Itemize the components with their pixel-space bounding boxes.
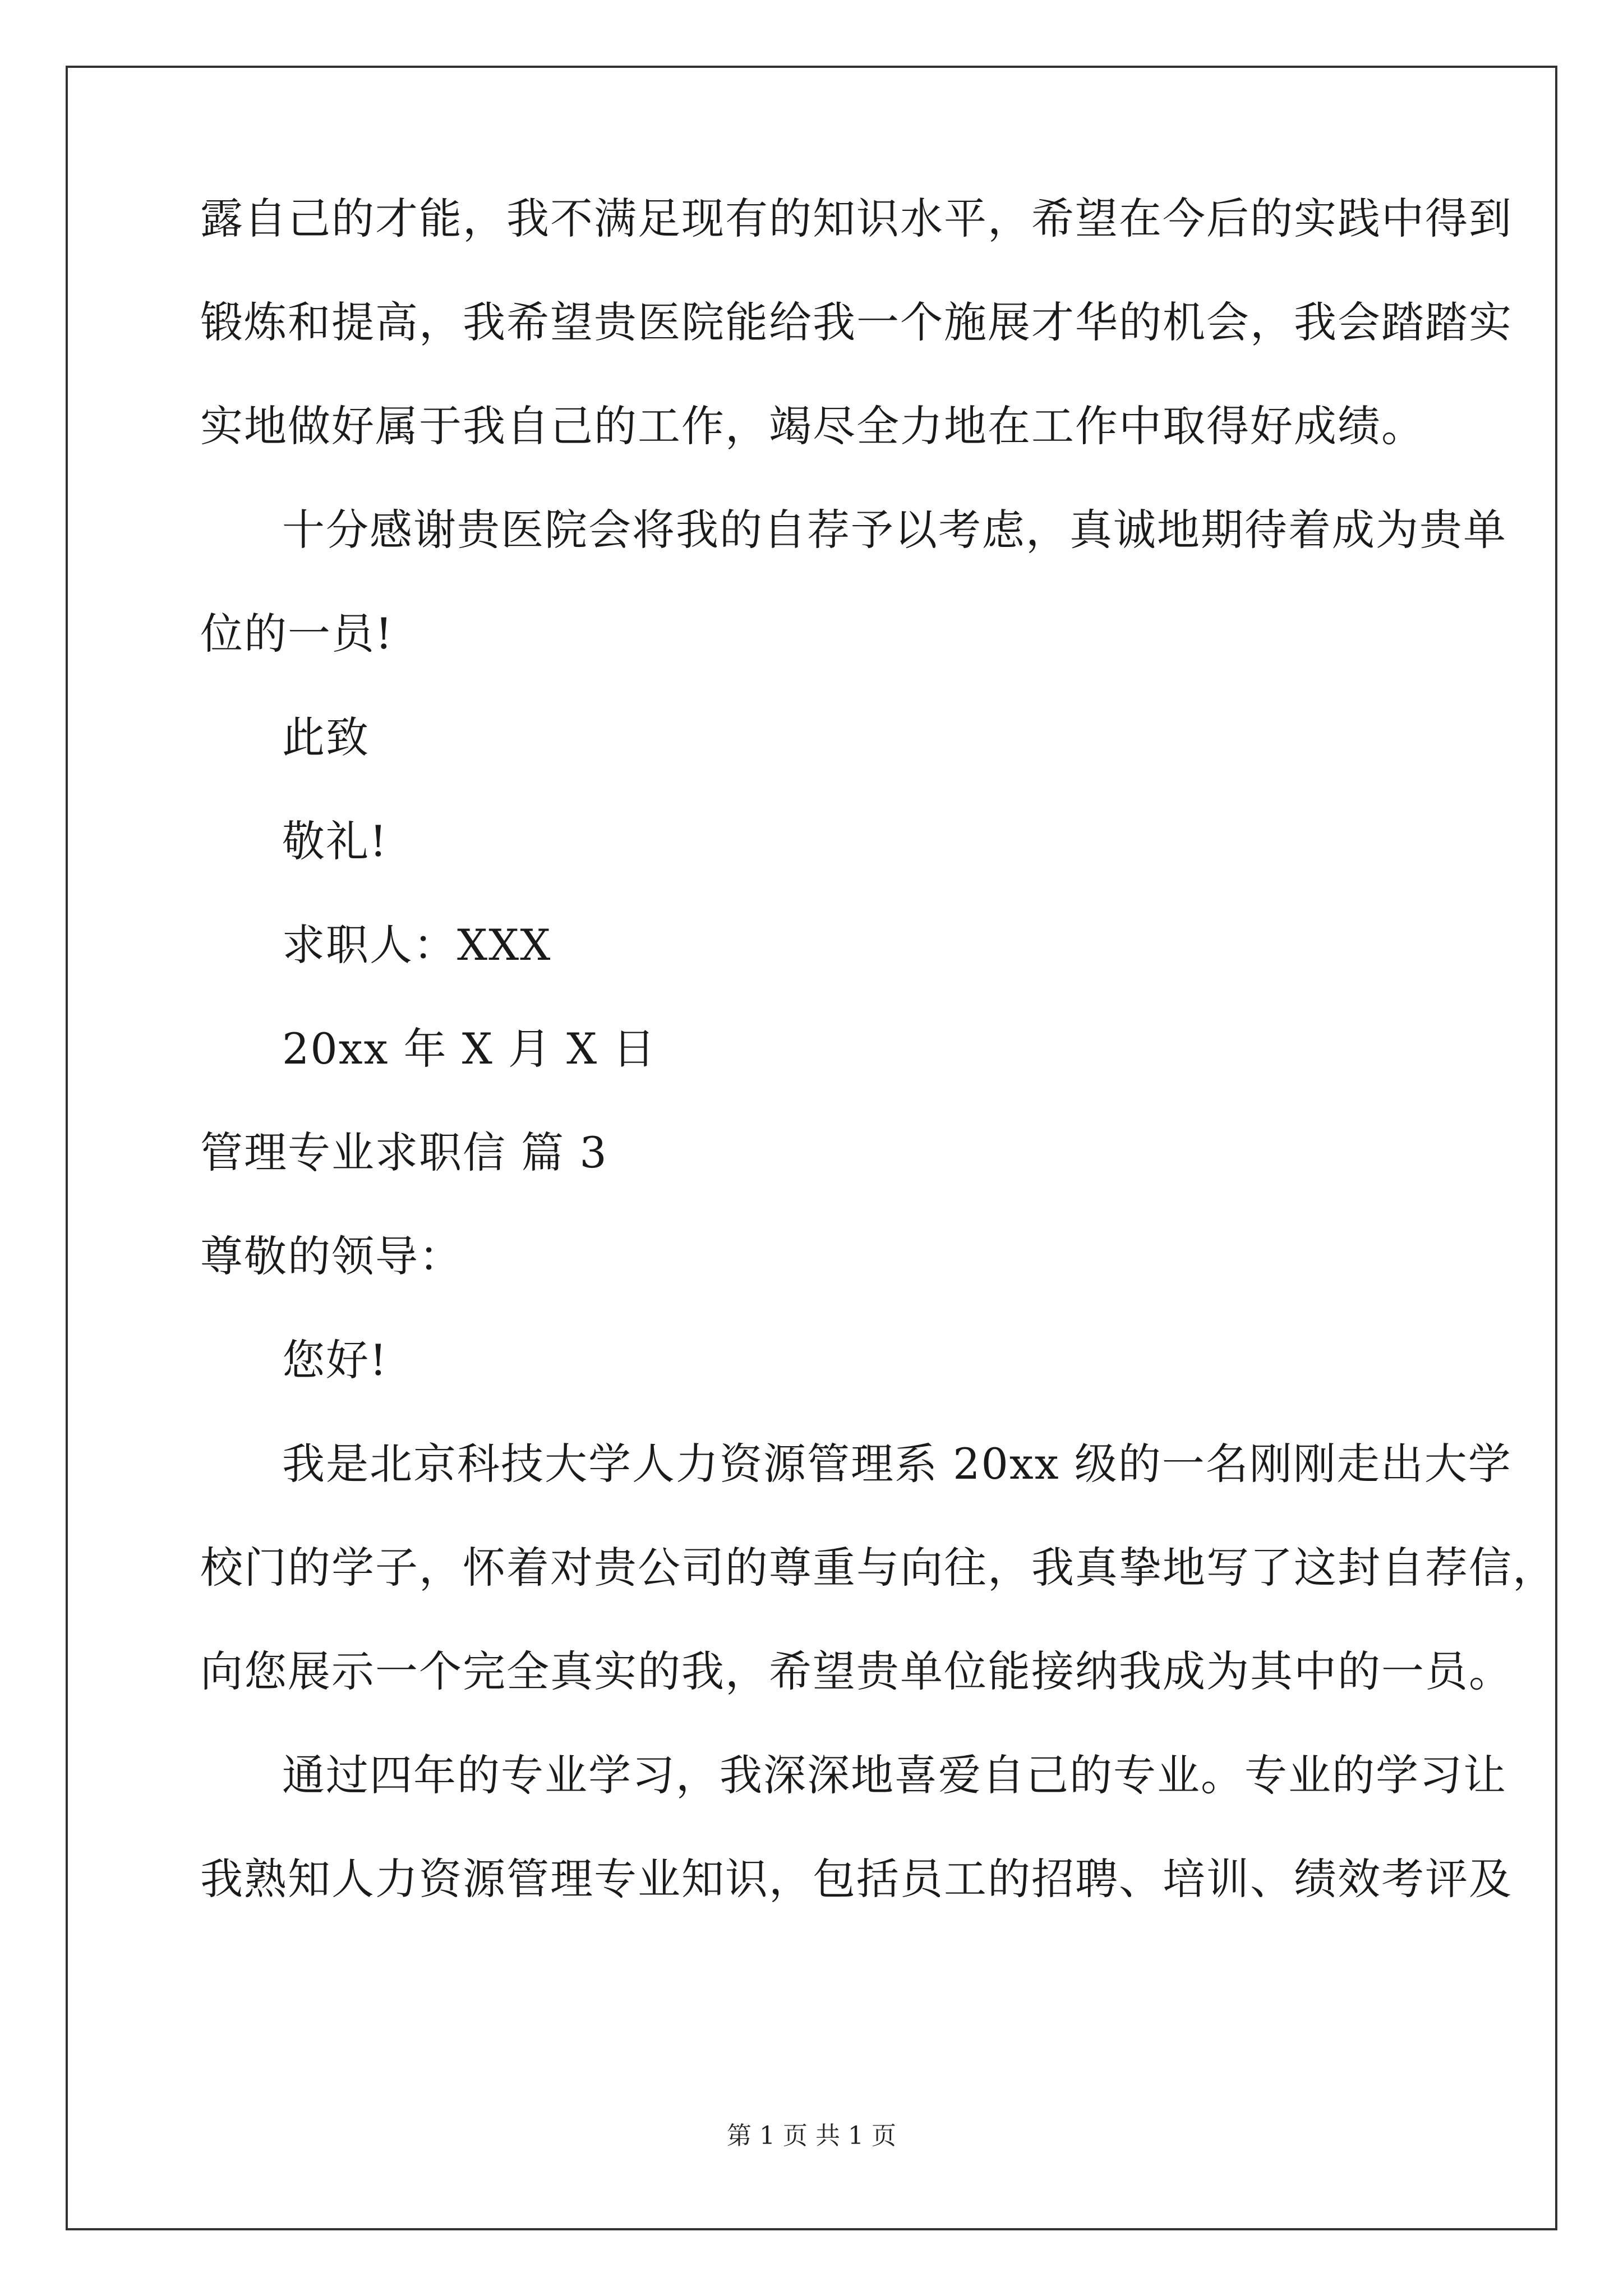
salutation-regards: 敬礼!: [282, 816, 388, 866]
text-line: 通过四年的专业学习，我深深地喜爱自己的专业。专业的学习让: [282, 1750, 1507, 1800]
section-heading: 管理专业求职信 篇 3: [200, 1128, 608, 1177]
text-line: 向您展示一个完全真实的我，希望贵单位能接纳我成为其中的一员。: [200, 1646, 1513, 1696]
greeting-hello: 您好!: [282, 1335, 388, 1385]
text-line: 露自己的才能，我不满足现有的知识水平，希望在今后的实践中得到: [200, 194, 1513, 243]
text-line: 十分感谢贵医院会将我的自荐予以考虑，真诚地期待着成为贵单: [282, 505, 1507, 555]
salutation-closing: 此致: [282, 712, 370, 762]
letter-date: 20xx 年 X 月 X 日: [282, 1024, 657, 1074]
greeting-line: 尊敬的领导：: [200, 1231, 463, 1281]
text-line: 锻炼和提高，我希望贵医院能给我一个施展才华的机会，我会踏踏实: [200, 297, 1513, 347]
applicant-signature: 求职人：XXX: [282, 920, 552, 970]
text-line: 位的一员!: [200, 609, 394, 659]
text-line: 我熟知人力资源管理专业知识，包括员工的招聘、培训、绩效考评及: [200, 1854, 1513, 1904]
text-line: 实地做好属于我自己的工作，竭尽全力地在工作中取得好成绩。: [200, 401, 1425, 451]
text-line: 校门的学子，怀着对贵公司的尊重与向往，我真挚地写了这封自荐信，: [200, 1543, 1556, 1593]
page-footer: 第 1 页 共 1 页: [727, 2122, 896, 2150]
text-line: 我是北京科技大学人力资源管理系 20xx 级的一名刚刚走出大学: [282, 1439, 1512, 1489]
